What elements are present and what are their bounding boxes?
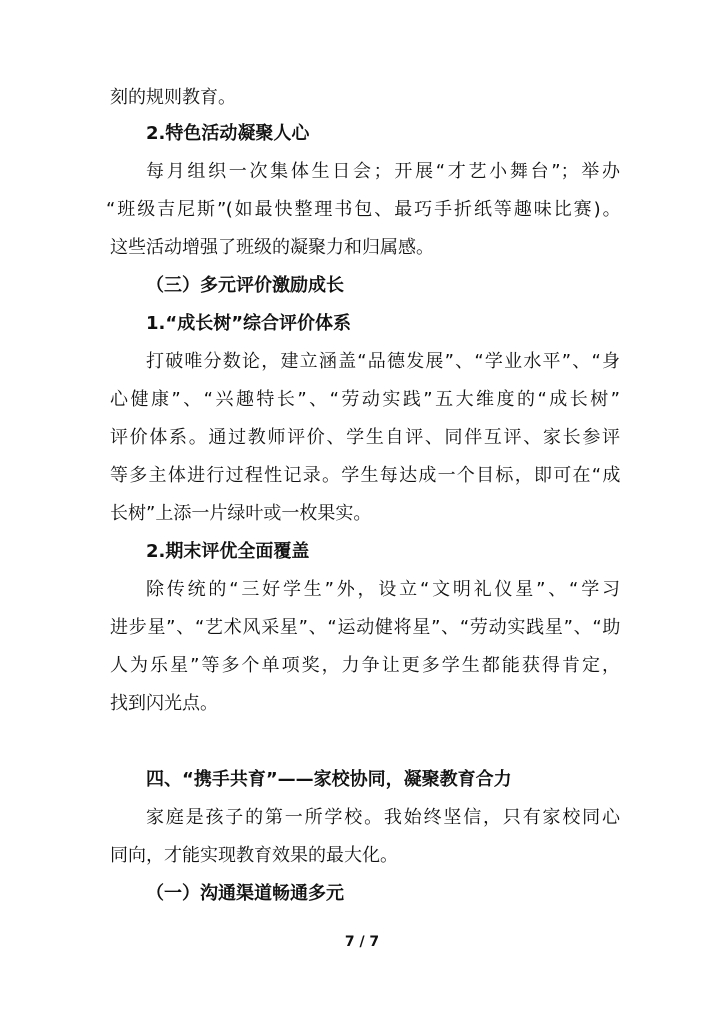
subsection-heading: 1.“成长树”综合评价体系	[146, 313, 352, 334]
subsection-heading: 2.特色活动凝聚人心	[146, 123, 310, 144]
section-heading: （三）多元评价激励成长	[146, 275, 344, 296]
paragraph-line: 刻的规则教育。	[110, 87, 236, 108]
paragraph-line: 这些活动增强了班级的凝聚力和归属感。	[110, 237, 434, 258]
chapter-heading: 四、“携手共育”——家校协同，凝聚教育合力	[146, 769, 512, 790]
paragraph-line: 家庭是孩子的第一所学校。我始终坚信，只有家校同心	[146, 807, 620, 828]
subsection-heading: 2.期末评优全面覆盖	[146, 541, 310, 562]
page-number: 7 / 7	[344, 934, 380, 950]
paragraph-line: 人为乐星”等多个单项奖，力争让更多学生都能获得肯定，	[110, 655, 620, 676]
paragraph-line: 每月组织一次集体生日会；开展“才艺小舞台”；举办	[146, 161, 620, 182]
paragraph-line: 评价体系。通过教师评价、学生自评、同伴互评、家长参评	[110, 427, 620, 448]
paragraph-line: 等多主体进行过程性记录。学生每达成一个目标，即可在“成	[110, 465, 620, 486]
paragraph-line: 找到闪光点。	[110, 693, 218, 714]
paragraph-line: 除传统的“三好学生”外，设立“文明礼仪星”、“学习	[146, 579, 620, 600]
paragraph-line: 长树”上添一片绿叶或一枚果实。	[110, 503, 372, 524]
paragraph-line: “班级吉尼斯”(如最快整理书包、最巧手折纸等趣味比赛)。	[106, 199, 620, 220]
paragraph-line: 进步星”、“艺术风采星”、“运动健将星”、“劳动实践星”、“助	[110, 617, 620, 638]
paragraph-line: 同向，才能实现教育效果的最大化。	[110, 845, 398, 866]
paragraph-line: 打破唯分数论，建立涵盖“品德发展”、“学业水平”、“身	[146, 351, 620, 372]
section-heading: （一）沟通渠道畅通多元	[146, 883, 344, 904]
paragraph-line: 心健康”、“兴趣特长”、“劳动实践”五大维度的“成长树”	[110, 389, 620, 410]
